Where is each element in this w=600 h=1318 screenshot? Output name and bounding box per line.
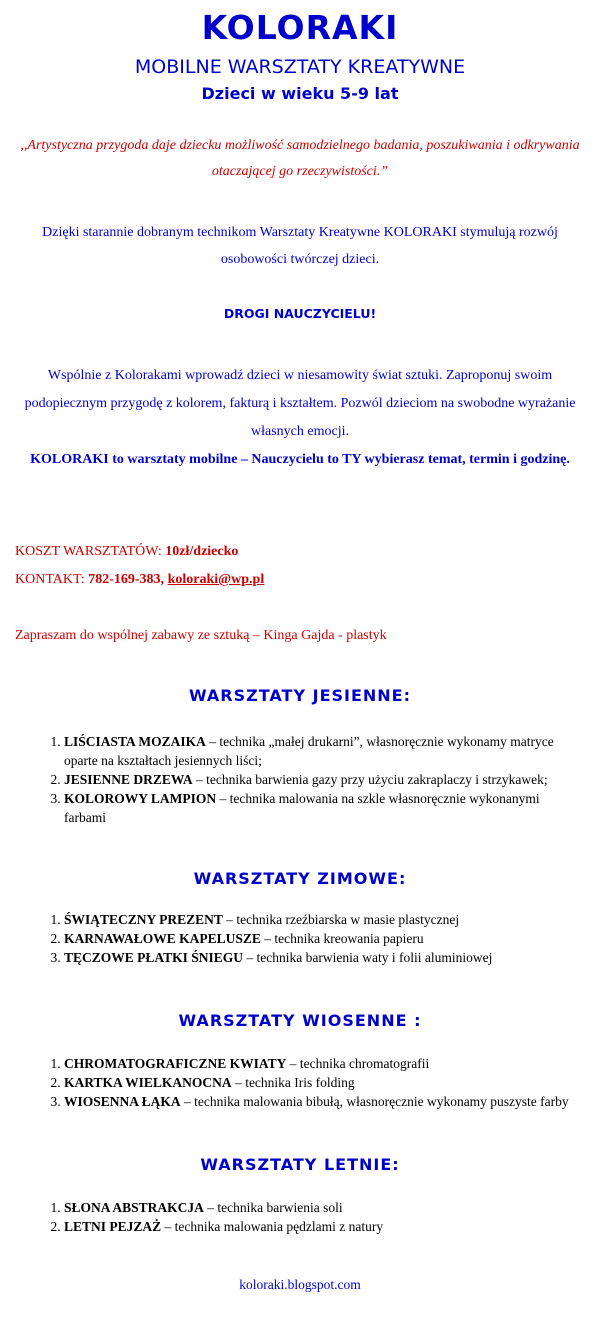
- workshop-name: LIŚCIASTA MOZAIKA: [64, 734, 206, 749]
- mobile-note: KOLORAKI to warsztaty mobilne – Nauczycielu to TY wybierasz temat, termin i godzinę.: [30, 452, 570, 467]
- footer-link[interactable]: koloraki.blogspot.com: [239, 1277, 361, 1292]
- together-text: Wspólnie z Kolorakami wprowadź dzieci w niesamowity świat sztuki. Zaproponuj swoim podopiecznym przygodę z kolorem, fakturą i kształtem. Pozwól dzieciom na swobodne wyrażanie własnych emocji.: [24, 368, 576, 439]
- workshop-name: TĘCZOWE PŁATKI ŚNIEGU: [64, 950, 244, 965]
- winter-heading: WARSZTATY ZIMOWE:: [193, 869, 407, 888]
- list-item: [64, 1054, 584, 1073]
- winter-list: [40, 910, 584, 967]
- summer-list: [40, 1198, 584, 1236]
- email-link[interactable]: koloraki@wp.pl: [167, 572, 265, 587]
- list-item: [64, 1217, 584, 1236]
- workshop-name: WIOSENNA ŁĄKA: [64, 1094, 181, 1109]
- contact-label: KONTAKT:: [15, 572, 89, 587]
- age-range: Dzieci w wieku 5-9 lat: [201, 84, 399, 103]
- dear-teacher-heading: DROGI NAUCZYCIELU!: [223, 306, 377, 321]
- list-item: [64, 732, 584, 770]
- workshop-desc: – technika kreowania papieru: [260, 931, 424, 946]
- list-item: [64, 1198, 584, 1217]
- workshop-desc: – technika barwienia gazy przy użyciu zakraplaczy i strzykawek;: [192, 772, 548, 787]
- workshop-desc: – technika malowania bibułą, własnoręcznie wykonamy puszyste farby: [180, 1094, 569, 1109]
- list-item: [64, 929, 584, 948]
- spring-heading: WARSZTATY WIOSENNE :: [178, 1011, 422, 1030]
- workshop-name: KOLOROWY LAMPION: [64, 791, 217, 806]
- contact-line: [15, 572, 264, 588]
- list-item: [64, 948, 584, 967]
- list-item: [64, 770, 584, 789]
- workshop-desc: – technika malowania pędzlami z natury: [161, 1219, 384, 1234]
- page-subtitle: MOBILNE WARSZTATY KREATYWNE: [134, 56, 466, 78]
- list-item: [64, 910, 584, 929]
- cost-value: 10zł/dziecko: [165, 544, 239, 559]
- autumn-list: [40, 732, 584, 827]
- page-title: KOLORAKI: [201, 8, 399, 47]
- workshop-desc: – technika Iris folding: [231, 1075, 355, 1090]
- workshop-desc: – technika rzeźbiarska w masie plastycznej: [222, 912, 460, 927]
- invite-line: Zapraszam do wspólnej zabawy ze sztuką – Kinga Gajda - plastyk: [15, 628, 387, 643]
- workshop-name: JESIENNE DRZEWA: [64, 772, 193, 787]
- workshop-name: SŁONA ABSTRAKCJA: [64, 1200, 204, 1215]
- cost-line: [15, 544, 238, 560]
- list-item: [64, 1092, 584, 1111]
- workshop-desc: – technika barwienia waty i folii aluminiowej: [243, 950, 493, 965]
- workshop-desc: – technika barwienia soli: [203, 1200, 343, 1215]
- list-item: [64, 1073, 584, 1092]
- intro-text: Dzięki starannie dobranym technikom Warsztaty Kreatywne KOLORAKI stymulują rozwój osobowości twórczej dzieci.: [42, 225, 558, 267]
- workshop-name: KARTKA WIELKANOCNA: [64, 1075, 232, 1090]
- contact-phone: 782-169-383,: [88, 572, 168, 587]
- workshop-name: ŚWIĄTECZNY PREZENT: [64, 912, 223, 927]
- workshop-name: KARNAWAŁOWE KAPELUSZE: [64, 931, 261, 946]
- workshop-desc: – technika chromatografii: [286, 1056, 430, 1071]
- workshop-desc: – technika malowania na szkle własnoręcznie wykonanymi farbami: [64, 791, 540, 825]
- quote-text: ,,Artystyczna przygoda daje dziecku możliwość samodzielnego badania, poszukiwania i odkrywania otaczającej go rzeczywistości.”: [20, 138, 580, 179]
- spring-list: [40, 1054, 584, 1111]
- workshop-desc: – technika „małej drukarni”, własnoręcznie wykonamy matryce oparte na kształtach jesiennych liści;: [64, 734, 554, 768]
- workshop-name: LETNI PEJZAŻ: [64, 1219, 162, 1234]
- summer-heading: WARSZTATY LETNIE:: [200, 1155, 400, 1174]
- list-item: [64, 789, 584, 827]
- workshop-name: CHROMATOGRAFICZNE KWIATY: [64, 1056, 287, 1071]
- cost-label: KOSZT WARSZTATÓW:: [15, 544, 166, 559]
- autumn-heading: WARSZTATY JESIENNE:: [188, 686, 412, 705]
